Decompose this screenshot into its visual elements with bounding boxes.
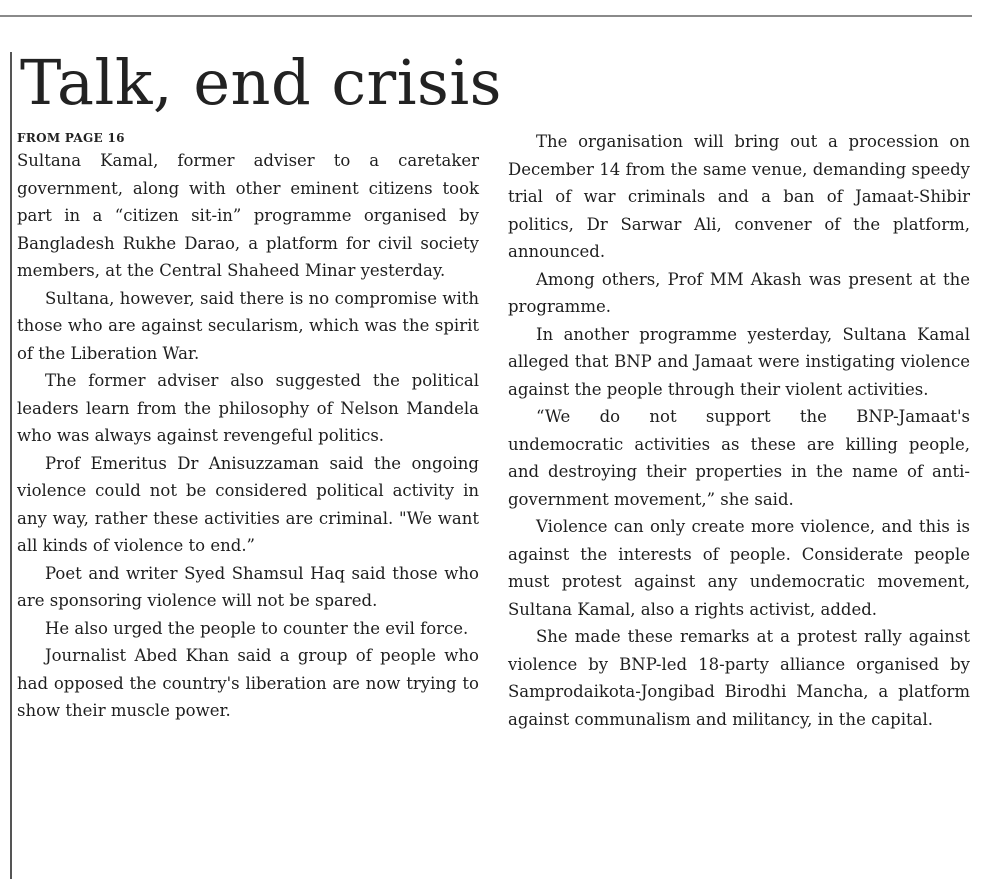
paragraph: Sultana Kamal, former adviser to a caretaker government, along with other eminent citizens took part in a “citizen sit-in” programme organised by Bangladesh Rukhe Darao, a platform for civil society members, at the Central Shaheed Minar yesterday. <box>17 151 479 280</box>
left-column <box>17 147 479 725</box>
paragraph: Poet and writer Syed Shamsul Haq said those who are sponsoring violence will not be spared. <box>17 563 479 610</box>
paragraph: Among others, Prof MM Akash was present at the programme. <box>508 269 970 316</box>
top-divider-line <box>0 15 972 17</box>
headline: Talk, end crisis <box>20 46 502 119</box>
paragraph: Journalist Abed Khan said a group of people who had opposed the country's liberation are now trying to show their muscle power. <box>17 646 479 720</box>
paragraph: She made these remarks at a protest rally against violence by BNP-led 18-party alliance organised by Samprodaikota-Jongibad Birodhi Mancha, a platform against communalism and militancy, in the capital. <box>508 627 970 729</box>
right-column <box>508 128 970 733</box>
paragraph: Violence can only create more violence, and this is against the interests of people. Considerate people must protest against any undemocratic movement, Sultana Kamal, also a rights activist, added. <box>508 517 970 619</box>
paragraph: “We do not support the BNP-Jamaat's undemocratic activities as these are killing people, and destroying their properties in the name of anti-government movement,” she said. <box>508 407 970 509</box>
paragraph: The organisation will bring out a procession on December 14 from the same venue, demanding speedy trial of war criminals and a ban of Jamaat-Shibir politics, Dr Sarwar Ali, convener of the platform, announced. <box>508 132 970 261</box>
paragraph: He also urged the people to counter the evil force. <box>45 618 469 638</box>
left-margin-rule <box>10 52 12 879</box>
paragraph: Sultana, however, said there is no compromise with those who are against secularism, which was the spirit of the Liberation War. <box>17 288 479 363</box>
paragraph: Prof Emeritus Dr Anisuzzaman said the ongoing violence could not be considered political activity in any way, rather these activities are criminal. "We want all kinds of violence to end.” <box>17 453 479 555</box>
dateline: FROM PAGE 16 <box>17 131 125 145</box>
paragraph: The former adviser also suggested the political leaders learn from the philosophy of Nelson Mandela who was always against revengeful politics. <box>17 371 479 445</box>
paragraph: In another programme yesterday, Sultana Kamal alleged that BNP and Jamaat were instigating violence against the people through their violent activities. <box>508 324 970 399</box>
